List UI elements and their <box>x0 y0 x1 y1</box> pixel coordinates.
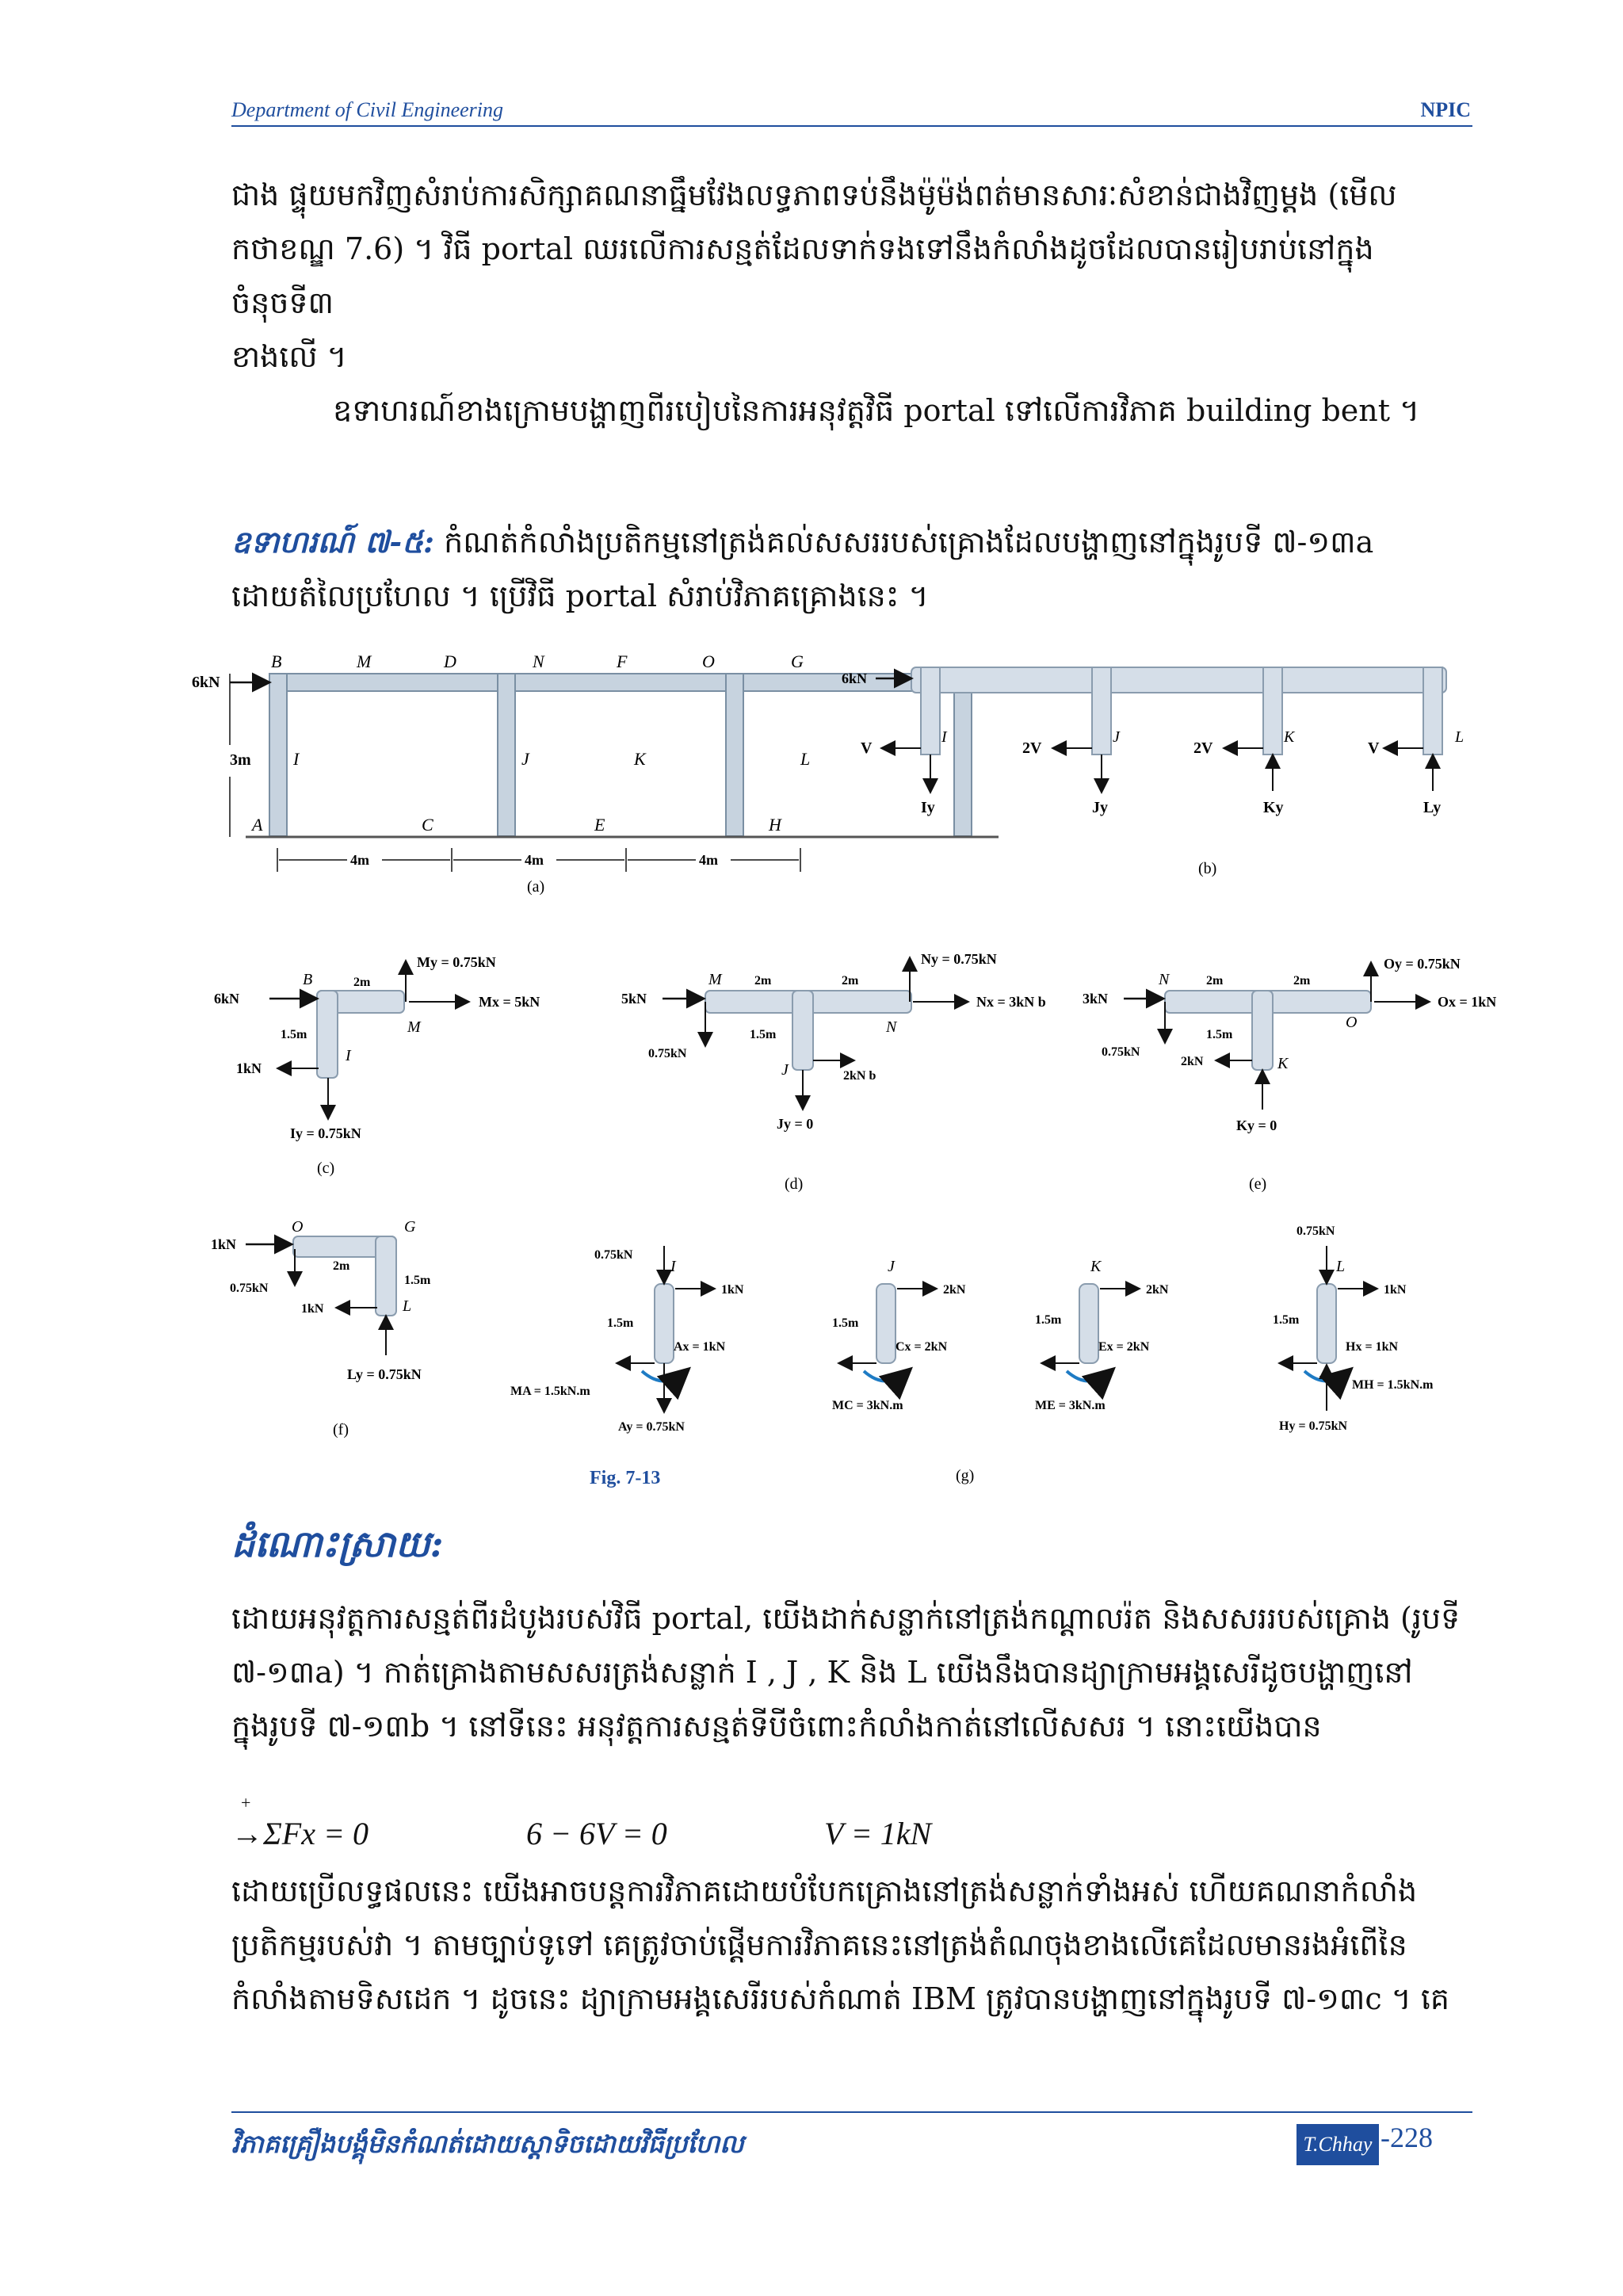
svg-text:C: C <box>422 815 433 835</box>
svg-text:1.5m: 1.5m <box>832 1316 859 1330</box>
example-statement <box>231 515 1472 623</box>
intro-line-1: ជាង ផ្ទុយមកវិញសំរាប់ការសិក្សាគណនាធ្នឹមវែងលទ្ធភាពទប់នឹងម៉ូម៉ង់ពត់មានសារៈសំខាន់ជាងវិញម្តង (មើល <box>231 178 1397 212</box>
svg-text:Ex = 2kN: Ex = 2kN <box>1098 1340 1150 1354</box>
header-department: Department of Civil Engineering <box>231 98 504 121</box>
svg-text:1.5m: 1.5m <box>607 1316 634 1330</box>
svg-text:Oy = 0.75kN: Oy = 0.75kN <box>1384 956 1461 972</box>
equation-sum-fx: →ΣFx = 0 <box>231 1816 369 1851</box>
svg-text:Iy: Iy <box>921 799 935 816</box>
svg-text:1.5m: 1.5m <box>281 1028 307 1041</box>
svg-text:1.5m: 1.5m <box>1273 1313 1300 1327</box>
svg-text:2kN: 2kN <box>1181 1055 1204 1068</box>
svg-text:M: M <box>357 651 372 671</box>
svg-text:1kN: 1kN <box>236 1060 262 1076</box>
intro-line-3: ខាងលើ ។ <box>231 339 347 374</box>
svg-text:J: J <box>888 1258 895 1275</box>
svg-text:ME = 3kN.m: ME = 3kN.m <box>1035 1399 1106 1412</box>
svg-text:Nx = 3kN b: Nx = 3kN b <box>976 994 1046 1010</box>
label-d: (d) <box>785 1175 804 1193</box>
svg-text:2m: 2m <box>1206 974 1224 988</box>
svg-text:Jy = 0: Jy = 0 <box>777 1116 814 1132</box>
column-CD <box>498 674 515 836</box>
example-text-2: ដោយតំលៃប្រហែល ។ ប្រើវិធី portal សំរាប់វិភាគគ្រោងនេះ ។ <box>231 579 929 613</box>
intro-paragraph <box>231 168 1472 437</box>
label-e: (e) <box>1249 1175 1267 1193</box>
svg-text:1kN: 1kN <box>301 1302 324 1316</box>
svg-text:MH = 1.5kN.m: MH = 1.5kN.m <box>1352 1378 1434 1392</box>
svg-text:2kN b: 2kN b <box>843 1069 876 1083</box>
panel-e <box>1083 956 1496 1193</box>
svg-text:Ay = 0.75kN: Ay = 0.75kN <box>618 1420 685 1434</box>
svg-text:2m: 2m <box>333 1259 350 1273</box>
svg-text:Mx = 5kN: Mx = 5kN <box>479 994 540 1010</box>
figure-7-13 <box>182 650 1497 1506</box>
svg-text:M: M <box>407 1018 421 1036</box>
svg-text:J: J <box>781 1061 789 1079</box>
svg-text:Ax = 1kN: Ax = 1kN <box>674 1340 726 1354</box>
svg-text:1.5m: 1.5m <box>1206 1028 1233 1041</box>
svg-text:J: J <box>1113 728 1120 746</box>
svg-text:0.75kN: 0.75kN <box>1102 1045 1140 1059</box>
svg-text:L: L <box>800 749 811 769</box>
svg-text:2V: 2V <box>1193 739 1213 757</box>
svg-text:L: L <box>1336 1258 1346 1275</box>
panel-c <box>214 954 540 1177</box>
column-EF <box>726 674 743 836</box>
svg-text:H: H <box>769 815 781 835</box>
svg-text:V: V <box>1368 739 1380 757</box>
svg-text:G: G <box>791 651 804 671</box>
svg-text:Iy = 0.75kN: Iy = 0.75kN <box>290 1125 361 1141</box>
svg-text:I: I <box>346 1047 351 1064</box>
svg-text:Ky: Ky <box>1263 799 1284 816</box>
svg-text:O: O <box>702 651 715 671</box>
intro-line-2: កថាខណ្ឌ 7.6) ។ វិធី portal ឈរលើការសន្មត់ដែលទាក់ទងទៅនឹងកំលាំងដូចដែលបានរៀបរាប់នៅក្នុងចំនុចទី៣ <box>231 231 1374 320</box>
frame-beam <box>269 674 983 691</box>
solution-paragraph-2 <box>231 1864 1472 2026</box>
panel-a <box>192 651 999 896</box>
label-g: (g) <box>956 1467 975 1484</box>
svg-text:Jy: Jy <box>1092 799 1108 816</box>
a-load: 6kN <box>192 674 220 691</box>
label-b: (b) <box>1198 860 1217 877</box>
label-a: (a) <box>527 878 545 896</box>
svg-text:L: L <box>1455 728 1465 746</box>
svg-text:Ny = 0.75kN: Ny = 0.75kN <box>921 951 997 967</box>
svg-text:O: O <box>1346 1014 1358 1031</box>
svg-text:K: K <box>1090 1258 1102 1275</box>
footer-title: វិភាគគ្រឿងបង្គុំមិនកំណត់ដោយស្តាទិចដោយវិធីប្រហែល <box>231 2129 744 2159</box>
svg-text:J: J <box>521 749 529 769</box>
svg-text:K: K <box>1284 728 1295 746</box>
svg-text:Ly: Ly <box>1423 799 1442 816</box>
svg-text:F: F <box>617 651 628 671</box>
svg-text:My = 0.75kN: My = 0.75kN <box>417 954 496 970</box>
solution-line-4: ដោយប្រើលទ្ធផលនេះ យើងអាចបន្តការវិភាគដោយបំបែកគ្រោងនៅត្រង់សន្លាក់ទាំងអស់ ហើយគណនាកំលាំង <box>231 1874 1418 1908</box>
solution-paragraph-1 <box>231 1591 1472 1753</box>
svg-text:1.5m: 1.5m <box>750 1028 777 1041</box>
column-GH <box>954 674 972 836</box>
solution-title: ដំណោះស្រាយ: <box>231 1522 444 1565</box>
header-rule <box>231 125 1472 127</box>
svg-text:I: I <box>670 1258 676 1275</box>
svg-text:1.5m: 1.5m <box>1035 1313 1062 1327</box>
svg-text:B: B <box>271 651 282 671</box>
svg-text:MA = 1.5kN.m: MA = 1.5kN.m <box>510 1385 590 1398</box>
svg-text:2m: 2m <box>842 974 859 988</box>
svg-text:M: M <box>708 971 722 988</box>
label-c: (c) <box>317 1159 335 1177</box>
footer-author-tag: T.Chhay <box>1296 2124 1379 2165</box>
svg-text:MC = 3kN.m: MC = 3kN.m <box>832 1399 903 1412</box>
svg-text:6kN: 6kN <box>842 670 868 686</box>
svg-text:0.75kN: 0.75kN <box>1296 1224 1335 1238</box>
equation-result: V = 1kN <box>824 1816 932 1851</box>
column-AB <box>269 674 287 836</box>
equation-balance: 6 − 6V = 0 <box>526 1816 667 1851</box>
svg-text:1kN: 1kN <box>211 1236 237 1252</box>
svg-text:N: N <box>533 651 544 671</box>
svg-text:1kN: 1kN <box>721 1283 744 1297</box>
svg-text:A: A <box>252 815 263 835</box>
svg-text:Hy = 0.75kN: Hy = 0.75kN <box>1279 1419 1348 1433</box>
svg-text:1kN: 1kN <box>1384 1283 1407 1297</box>
a-height: 3m <box>230 751 251 769</box>
panel-d <box>621 951 1046 1193</box>
solution-line-5: ប្រតិកម្មរបស់វា ។ តាមច្បាប់ទូទៅ គេត្រូវចាប់ផ្តើមការវិភាគនេះនៅត្រង់តំណចុងខាងលើគេដែលមានរងអំពើនៃ <box>231 1927 1407 1962</box>
svg-text:3kN: 3kN <box>1083 991 1109 1007</box>
svg-text:5kN: 5kN <box>621 991 647 1007</box>
svg-text:0.75kN: 0.75kN <box>648 1047 687 1060</box>
svg-text:Hx = 1kN: Hx = 1kN <box>1346 1340 1399 1354</box>
svg-text:4m: 4m <box>699 852 718 868</box>
svg-text:B: B <box>303 971 313 988</box>
svg-text:V: V <box>861 739 873 757</box>
svg-text:Ox = 1kN: Ox = 1kN <box>1438 994 1497 1010</box>
figure-caption: Fig. 7-13 <box>590 1468 661 1488</box>
page-number: -228 <box>1381 2122 1433 2153</box>
solution-line-1: ដោយអនុវត្តការសន្មត់ពីរដំបូងរបស់វិធី portal, យើងដាក់សន្លាក់នៅត្រង់កណ្តាលរ៉ត និងសសររបស់គ្រោង (រូបទី <box>231 1601 1461 1636</box>
panel-b <box>842 667 1464 877</box>
svg-text:G: G <box>404 1218 416 1236</box>
svg-text:4m: 4m <box>525 852 544 868</box>
svg-text:Ky = 0: Ky = 0 <box>1236 1117 1277 1133</box>
svg-text:L: L <box>403 1297 412 1315</box>
example-text-1: កំណត់កំលាំងប្រតិកម្មនៅត្រង់គល់សសររបស់គ្រោងដែលបង្ហាញនៅក្នុងរូបទី ៧-១៣a <box>434 525 1374 560</box>
svg-text:I: I <box>941 728 947 746</box>
svg-text:2kN: 2kN <box>943 1283 966 1297</box>
eq-plus: + <box>241 1793 251 1813</box>
svg-text:D: D <box>444 651 456 671</box>
svg-text:2m: 2m <box>754 974 772 988</box>
svg-text:4m: 4m <box>350 852 369 868</box>
svg-text:0.75kN: 0.75kN <box>230 1282 269 1295</box>
svg-text:N: N <box>1159 971 1170 988</box>
svg-text:N: N <box>886 1018 897 1036</box>
svg-text:K: K <box>1277 1055 1289 1072</box>
footer-rule <box>231 2111 1472 2113</box>
svg-text:1.5m: 1.5m <box>404 1274 431 1287</box>
svg-text:K: K <box>634 749 646 769</box>
svg-text:2m: 2m <box>353 976 371 989</box>
svg-text:E: E <box>594 815 605 835</box>
svg-text:2kN: 2kN <box>1146 1283 1169 1297</box>
svg-text:Cx = 2kN: Cx = 2kN <box>896 1340 948 1354</box>
panel-f <box>211 1218 431 1438</box>
svg-text:2V: 2V <box>1022 739 1042 757</box>
solution-line-3: ក្នុងរូបទី ៧-១៣b ។ នៅទីនេះ អនុវត្តការសន្មត់ទីបីចំពោះកំលាំងកាត់នៅលើសសរ ។ នោះយើងបាន <box>231 1709 1322 1744</box>
intro-line-4: ឧទាហរណ៍ខាងក្រោមបង្ហាញពីរបៀបនៃការអនុវត្តវិធី portal ទៅលើការវិភាគ building bent ។ <box>333 393 1420 428</box>
svg-text:Ly = 0.75kN: Ly = 0.75kN <box>347 1366 422 1382</box>
svg-text:I: I <box>293 749 300 769</box>
example-title: ឧទាហរណ៍ ៧-៥: <box>231 524 435 560</box>
svg-text:6kN: 6kN <box>214 991 240 1007</box>
solution-line-6: កំលាំងតាមទិសដេក ។ ដូចនេះ ដ្យាក្រាមអង្គសេរីរបស់កំណាត់ IBM ត្រូវបានបង្ហាញនៅក្នុងរូបទី ៧-១៣c ។ គេ <box>231 1981 1450 2016</box>
svg-text:0.75kN: 0.75kN <box>594 1248 633 1262</box>
header-institute: NPIC <box>1420 98 1471 121</box>
solution-line-2: ៧-១៣a) ។ កាត់គ្រោងតាមសសរត្រង់សន្លាក់ I , J , K និង L យើងនឹងបានដ្យាក្រាមអង្គសេរីដូចបង្ហាញនៅ <box>231 1655 1413 1690</box>
svg-text:O: O <box>292 1218 304 1236</box>
panel-g <box>510 1224 1434 1484</box>
label-f: (f) <box>333 1421 349 1438</box>
svg-text:2m: 2m <box>1293 974 1311 988</box>
